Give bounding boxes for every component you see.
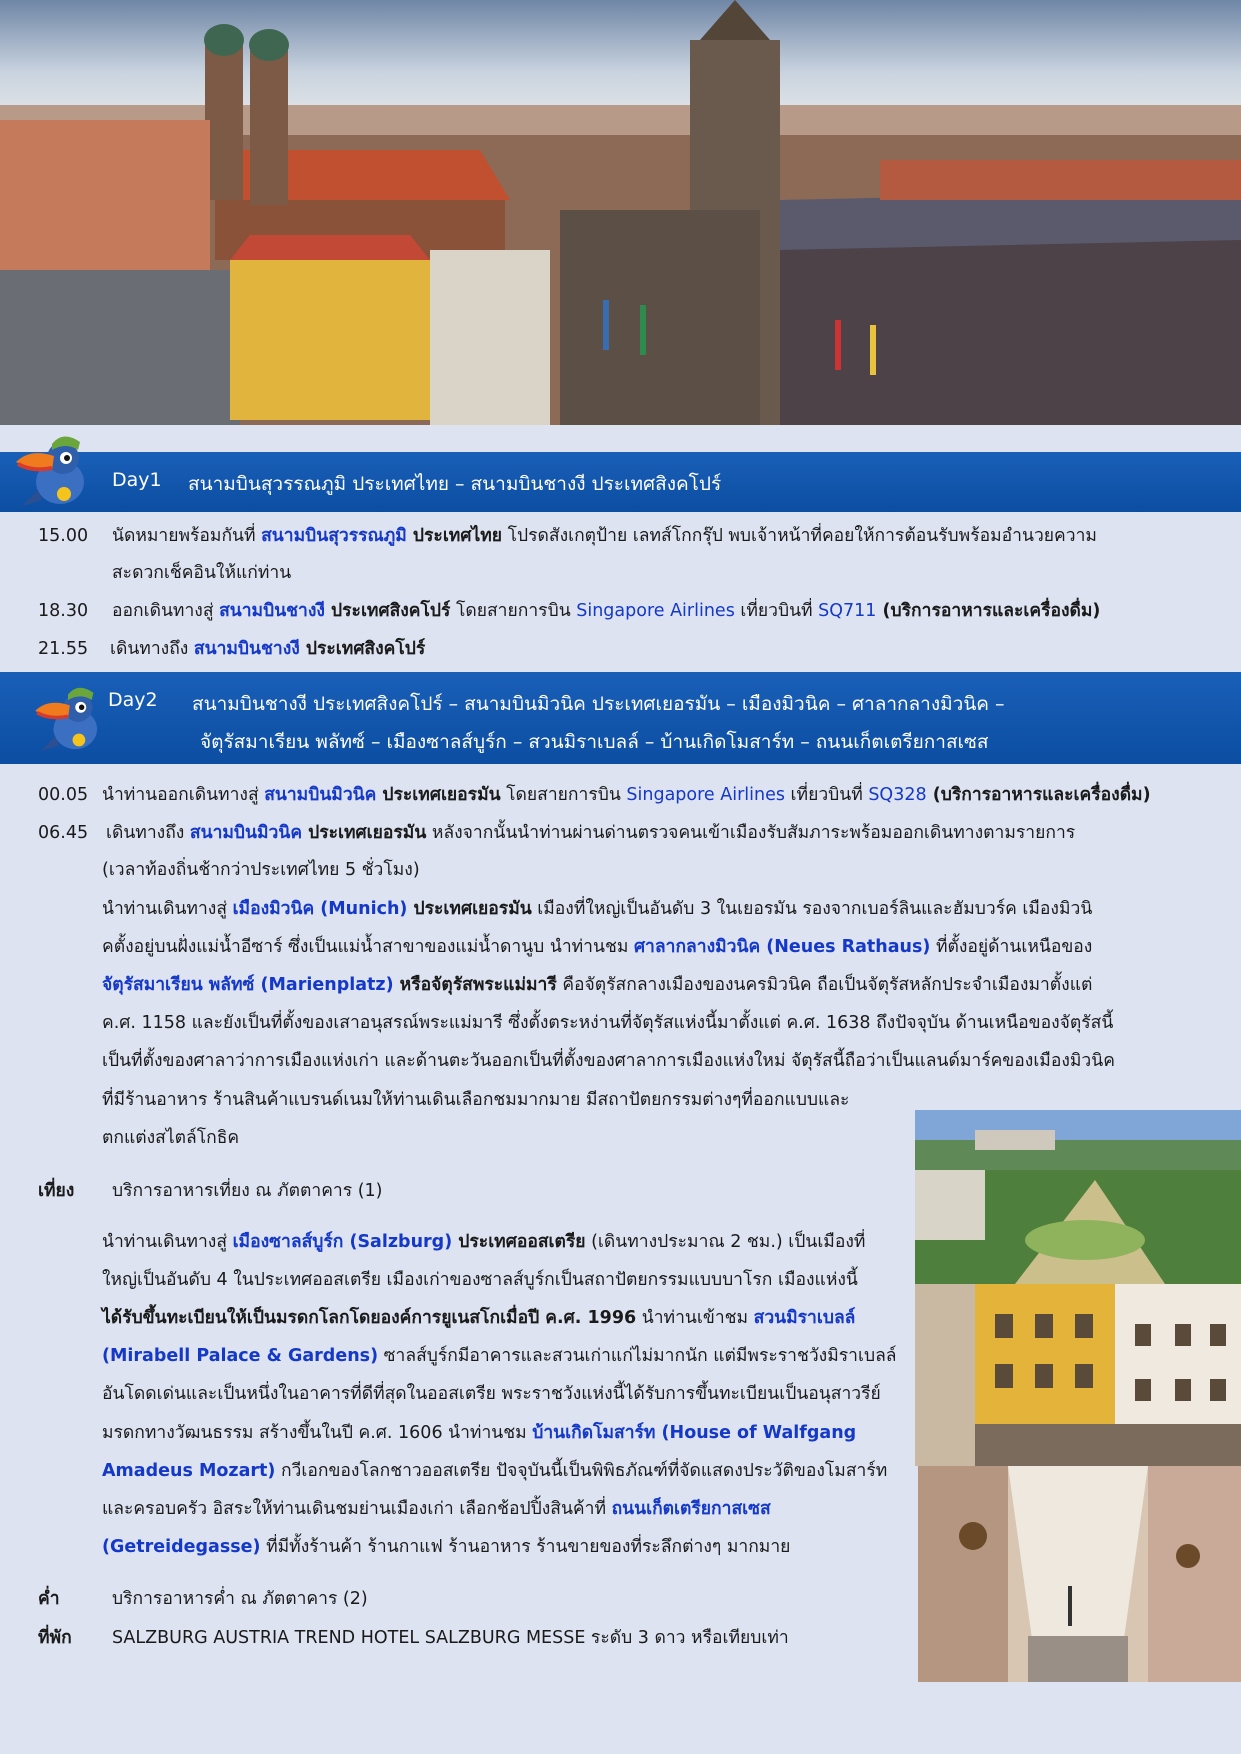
- toucan-mascot-icon: [28, 680, 108, 760]
- text: โดยสายการบิน: [450, 601, 577, 621]
- day1-item-1500-line2: สะดวกเช็คอินให้แก่ท่าน: [112, 563, 292, 583]
- text: (เดินทางประมาณ 2 ชม.) เป็นเมืองที่: [585, 1232, 866, 1252]
- toucan-mascot-icon: [8, 428, 96, 516]
- day1-header: [0, 452, 1241, 512]
- lunch-label: เที่ยง: [38, 1181, 75, 1201]
- day1-item-2155: [110, 637, 425, 661]
- day2-item-0005: [102, 783, 1151, 807]
- text: และครอบครัว อิสระให้ท่านเดินชมย่านเมืองเก่า เลือกช้อปปิ้งสินค้าที่: [102, 1499, 612, 1519]
- munich-hero-photo: [0, 0, 1241, 425]
- text: เที่ยวบินที่: [784, 785, 869, 805]
- airport-link: สนามบินชางงี: [219, 601, 325, 621]
- text: กวีเอกของโลกชาวออสเตรีย ปัจจุบันนี้เป็นพิพิธภัณฑ์ที่จัดแสดงประวัติของโมสาร์ท: [275, 1461, 888, 1481]
- text: ออกเดินทางสู่: [112, 601, 220, 621]
- country: ประเทศสิงคโปร์: [299, 639, 426, 659]
- salzburg-line-4: [102, 1344, 897, 1368]
- text: ที่ตั้งอยู่ด้านเหนือของ: [930, 937, 1093, 957]
- day1-item-1830: [112, 599, 1100, 623]
- text: โดยสายการบิน: [500, 785, 627, 805]
- salzburg-line-5: อันโดดเด่นและเป็นหนึ่งในอาคารที่ดีที่สุดในออสเตรีย พระราชวังแห่งนี้ได้รับการขึ้นทะเบียนเป็นอนุสาวรีย์: [102, 1384, 881, 1404]
- salzburg-line-6: [102, 1421, 856, 1445]
- airport-link: สนามบินชางงี: [193, 639, 300, 659]
- hotel-label: ที่พัก: [38, 1628, 72, 1648]
- marienplatz-link: จัตุรัสมาเรียน พลัทซ์ (Marienplatz): [102, 975, 394, 995]
- text: เมืองที่ใหญ่เป็นอันดับ 3 ในเยอรมัน รองจากเบอร์ลินและฮัมบวร์ค เมืองมิวนิ: [531, 899, 1093, 919]
- day1-time-1500: 15.00: [38, 526, 89, 546]
- day2-title-line1: สนามบินชางงี ประเทศสิงคโปร์ – สนามบินมิวนิค ประเทศเยอรมัน – เมืองมิวนิค – ศาลากลางมิวนิค –: [192, 693, 1005, 715]
- munich-line-3: [102, 973, 1092, 997]
- munich-line-4: ค.ศ. 1158 และยังเป็นที่ตั้งของเสาอนุสรณ์พระแม่มารี ซึ่งตั้งตระหง่านที่จัตุรัสแห่งนี้มาตั้งแต่ ค.ศ. 1638 ถึงปัจจุบัน ด้านเหนือของจัตุรัสนี้: [102, 1013, 1114, 1033]
- mozart-link: Amadeus Mozart): [102, 1461, 276, 1481]
- text: เดินทางถึง: [106, 823, 190, 843]
- day1-time-2155: 21.55: [38, 639, 89, 659]
- day2-time-0005: 00.05: [38, 785, 89, 805]
- text: โปรดสังเกตุป้าย เลทส์โกกรุ๊ป พบเจ้าหน้าที่คอยให้การต้อนรับพร้อมอำนวยความ: [502, 526, 1097, 546]
- getreidegasse-street-photo: [918, 1466, 1241, 1682]
- munich-line-6: ที่มีร้านอาหาร ร้านสินค้าแบรนด์เนมให้ท่านเดินเลือกชมมากมาย มีสถาปัตยกรรมต่างๆที่ออกแบบและ: [102, 1090, 850, 1110]
- mirabell-link: สวนมิราเบลล์: [753, 1308, 856, 1328]
- text: หลังจากนั้นนำท่านผ่านด่านตรวจคนเข้าเมืองรับสัมภาระพร้อมออกเดินทางตามรายการ: [426, 823, 1076, 843]
- mozart-link: บ้านเกิดโมสาร์ท (House of Walfgang: [532, 1423, 857, 1443]
- country: ประเทศออสเตรีย: [452, 1232, 586, 1252]
- airport-link: สนามบินสุวรรณภูมิ: [261, 526, 407, 546]
- country: ประเทศสิงคโปร์: [324, 601, 451, 621]
- salzburg-line-3: [102, 1306, 855, 1330]
- day2-title-line2: จัตุรัสมาเรียน พลัทซ์ – เมืองซาลส์บูร์ก – สวนมิราเบลล์ – บ้านเกิดโมสาร์ท – ถนนเก็ตเตรียกาสเซส: [200, 731, 989, 753]
- text: เดินทางถึง: [110, 639, 194, 659]
- country: ประเทศไทย: [406, 526, 503, 546]
- dinner-label: ค่ำ: [38, 1589, 60, 1609]
- munich-line-5: เป็นที่ตั้งของศาลาว่าการเมืองแห่งเก่า และด้านตะวันออกเป็นที่ตั้งของศาลาการเมืองแห่งใหม่ จัตุรัสนี้ถือว่าเป็นแลนด์มาร์คของเมืองมิวนิค: [102, 1051, 1115, 1071]
- day2-time-0645: 06.45: [38, 823, 89, 843]
- town-hall-link: ศาลากลางมิวนิค (Neues Rathaus): [633, 937, 931, 957]
- day2-header: [0, 672, 1241, 764]
- mozart-birthplace-photo: [915, 1284, 1241, 1466]
- salzburg-line-8: [102, 1497, 771, 1521]
- salzburg-link: เมืองซาลส์บูร์ก (Salzburg): [232, 1232, 453, 1252]
- salzburg-line-7: [102, 1459, 887, 1483]
- airline: Singapore Airlines: [576, 601, 735, 621]
- text: มรดกทางวัฒนธรรม สร้างขึ้นในปี ค.ศ. 1606 นำท่านชม: [102, 1423, 533, 1443]
- day1-label: Day1: [112, 469, 162, 491]
- text: นัดหมายพร้อมกันที่: [112, 526, 262, 546]
- text: ซาลส์บูร์กมีอาคารและสวนเก่าแก่ไม่มากนัก แต่มีพระราชวังมิราเบลล์: [378, 1346, 897, 1366]
- text: หรือจัตุรัสพระแม่มารี: [393, 975, 557, 995]
- flight-number: SQ711: [818, 601, 877, 621]
- munich-line-7: ตกแต่งสไตล์โกธิค: [102, 1128, 240, 1148]
- munich-line-2: [102, 935, 1092, 959]
- text: คือจัตุรัสกลางเมืองของนครมิวนิค ถือเป็นจัตุรัสหลักประจำเมืองมาตั้งแต่: [556, 975, 1093, 995]
- text: นำท่านเดินทางสู่: [102, 899, 233, 919]
- meal-note: (บริการอาหารและเครื่องดื่ม): [876, 601, 1101, 621]
- lunch-text: บริการอาหารเที่ยง ณ ภัตตาคาร (1): [112, 1181, 383, 1201]
- country: ประเทศเยอรมัน: [407, 899, 532, 919]
- munich-line-1: [102, 897, 1092, 921]
- airport-link: สนามบินมิวนิค: [264, 785, 377, 805]
- meal-note: (บริการอาหารและเครื่องดื่ม): [926, 785, 1151, 805]
- airline: Singapore Airlines: [626, 785, 785, 805]
- getreidegasse-link: ถนนเก็ตเตรียกาสเซส: [611, 1499, 771, 1519]
- unesco-text: ได้รับขึ้นทะเบียนให้เป็นมรดกโลกโดยองค์การยูเนสโกเมื่อปี ค.ศ. 1996: [102, 1308, 637, 1328]
- country: ประเทศเยอรมัน: [302, 823, 427, 843]
- airport-link: สนามบินมิวนิค: [189, 823, 303, 843]
- text: นำท่านออกเดินทางสู่: [102, 785, 265, 805]
- munich-link: เมืองมิวนิค (Munich): [232, 899, 408, 919]
- flight-number: SQ328: [868, 785, 927, 805]
- text: คตั้งอยู่บนฝั่งแม่น้ำอีซาร์ ซึ่งเป็นแม่น้ำสาขาของแม่น้ำดานูบ นำท่านชม: [102, 937, 634, 957]
- mirabell-link: (Mirabell Palace & Gardens): [102, 1346, 379, 1366]
- day2-label: Day2: [108, 689, 158, 711]
- day1-item-1500-line1: [112, 524, 1097, 548]
- text: นำท่านเข้าชม: [636, 1308, 754, 1328]
- hotel-text: SALZBURG AUSTRIA TREND HOTEL SALZBURG MESSE ระดับ 3 ดาว หรือเทียบเท่า: [112, 1628, 789, 1648]
- day1-time-1830: 18.30: [38, 601, 89, 621]
- text: ที่มีทั้งร้านค้า ร้านกาแฟ ร้านอาหาร ร้านขายของที่ระลึกต่างๆ มากมาย: [260, 1537, 791, 1557]
- salzburg-line-1: [102, 1230, 865, 1254]
- day2-item-0645-line1: [106, 821, 1075, 845]
- getreidegasse-link: (Getreidegasse): [102, 1537, 261, 1557]
- salzburg-line-2: ใหญ่เป็นอันดับ 4 ในประเทศออสเตรีย เมืองเก่าของซาลส์บูร์กเป็นสถาปัตยกรรมแบบบาโรก เมืองแห่งนี้: [102, 1270, 858, 1290]
- mirabell-gardens-photo: [915, 1110, 1241, 1284]
- country: ประเทศเยอรมัน: [376, 785, 501, 805]
- salzburg-line-9: [102, 1535, 790, 1559]
- text: นำท่านเดินทางสู่: [102, 1232, 233, 1252]
- day1-title: สนามบินสุวรรณภูมิ ประเทศไทย – สนามบินชางงี ประเทศสิงคโปร์: [188, 473, 722, 495]
- day2-item-0645-line2: (เวลาท้องถิ่นช้ากว่าประเทศไทย 5 ชั่วโมง): [102, 860, 420, 880]
- text: เที่ยวบินที่: [734, 601, 819, 621]
- dinner-text: บริการอาหารค่ำ ณ ภัตตาคาร (2): [112, 1589, 368, 1609]
